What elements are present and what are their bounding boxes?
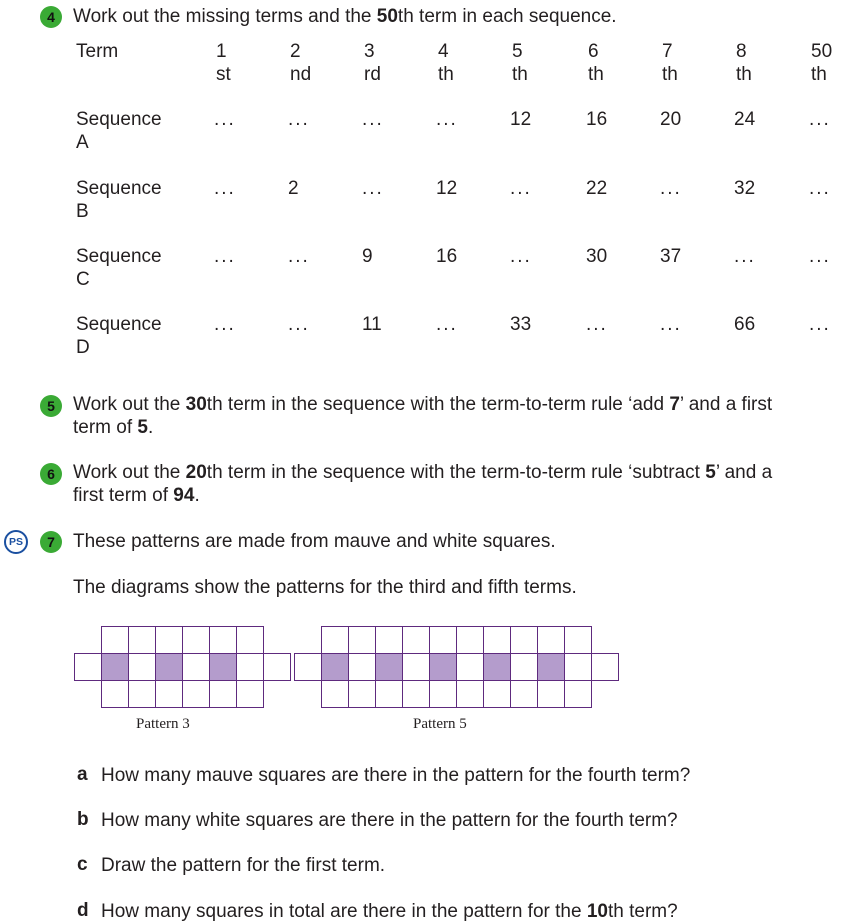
white-square [183, 627, 210, 654]
question-5-text [73, 393, 772, 439]
part-c-label: c [77, 854, 88, 875]
missing-term: ... [809, 109, 831, 130]
term-header-number: 8 [736, 41, 747, 62]
white-square [183, 654, 210, 681]
q6-l1-a: Work out the [73, 462, 186, 483]
sequence-name: Sequence [76, 178, 162, 199]
sequence-name: Sequence [76, 246, 162, 267]
question-6-text [73, 461, 772, 507]
white-square [129, 681, 156, 708]
ps-label: PS [8, 536, 23, 548]
missing-term: ... [660, 314, 682, 335]
term-header-suffix: th [662, 64, 678, 85]
white-square [102, 681, 129, 708]
pattern-3-caption: Pattern 3 [136, 716, 190, 732]
q5-l1-a: Work out the [73, 394, 186, 415]
term-header-label: Term [76, 41, 119, 62]
sequence-term: 22 [586, 178, 608, 199]
white-square [565, 654, 592, 681]
question-4-badge [40, 6, 62, 28]
term-header-suffix: st [216, 64, 231, 85]
sequence-term: 16 [436, 246, 458, 267]
missing-term: ... [214, 246, 236, 267]
white-square [484, 681, 511, 708]
white-square [403, 627, 430, 654]
question-number: 4 [47, 9, 55, 25]
sequence-letter: C [76, 269, 90, 290]
sequence-name: Sequence [76, 109, 162, 130]
mauve-square [322, 654, 349, 681]
missing-term: ... [510, 178, 532, 199]
white-square [565, 681, 592, 708]
q4-text-a: Work out the missing terms and the [73, 6, 377, 27]
mauve-square [538, 654, 565, 681]
pattern-3-diagram [74, 626, 269, 711]
missing-term: ... [362, 178, 384, 199]
white-square [237, 627, 264, 654]
white-square [322, 627, 349, 654]
q5-l1-e: ’ and a first [679, 394, 773, 415]
q5-l2-b: 5 [137, 417, 148, 438]
sequence-letter: A [76, 132, 89, 153]
white-square [376, 627, 403, 654]
sequence-term: 16 [586, 109, 608, 130]
q4-text-c: th term in each sequence. [397, 6, 617, 27]
sequence-letter: D [76, 337, 90, 358]
white-square [376, 681, 403, 708]
white-square [511, 681, 538, 708]
part-d-text-b: 10 [586, 901, 608, 922]
mauve-square [102, 654, 129, 681]
white-square [210, 681, 237, 708]
sequence-term: 12 [436, 178, 458, 199]
part-d-text-a: How many squares in total are there in the pattern for the [101, 901, 587, 922]
term-header-suffix: th [811, 64, 827, 85]
missing-term: ... [362, 109, 384, 130]
q6-l1-e: ’ and a [715, 462, 773, 483]
sequence-term: 11 [362, 314, 382, 335]
question-7-intro: These patterns are made from mauve and white squares. [73, 531, 556, 552]
missing-term: ... [660, 178, 682, 199]
mauve-square [210, 654, 237, 681]
missing-term: ... [809, 246, 831, 267]
question-6-badge [40, 463, 62, 485]
white-square [484, 627, 511, 654]
term-header-number: 4 [438, 41, 449, 62]
q6-l1-d: 5 [705, 462, 716, 483]
missing-term: ... [809, 314, 831, 335]
sequence-term: 2 [288, 178, 299, 199]
white-square [430, 681, 457, 708]
question-number: 7 [47, 534, 55, 550]
missing-term: ... [734, 246, 756, 267]
q6-line-2 [73, 484, 772, 507]
mauve-square [156, 654, 183, 681]
sequence-term: 33 [510, 314, 532, 335]
question-4-text [73, 5, 617, 28]
white-square [538, 627, 565, 654]
white-square [592, 654, 619, 681]
term-header-number: 50 [811, 41, 833, 62]
question-5-badge [40, 395, 62, 417]
white-square [349, 681, 376, 708]
white-square [129, 654, 156, 681]
question-7-diagram-description: The diagrams show the patterns for the third and fifth terms. [73, 577, 577, 598]
q5-l2-a: term of [73, 417, 138, 438]
q5-l1-c: th term in the sequence with the term-to-term rule ‘add [206, 394, 670, 415]
term-header-suffix: th [438, 64, 454, 85]
white-square [264, 654, 291, 681]
problem-solving-badge [4, 530, 28, 554]
part-b-label: b [77, 809, 89, 830]
part-c-text: Draw the pattern for the first term. [101, 855, 386, 876]
missing-term: ... [586, 314, 608, 335]
mauve-square [484, 654, 511, 681]
part-d-text-c: th term? [607, 901, 678, 922]
white-square [511, 654, 538, 681]
pattern-5-caption: Pattern 5 [413, 716, 467, 732]
white-square [457, 681, 484, 708]
white-square [183, 681, 210, 708]
white-square [156, 681, 183, 708]
white-square [349, 627, 376, 654]
q6-line-1 [73, 461, 772, 484]
white-square [210, 627, 237, 654]
q5-l1-d: 7 [669, 394, 680, 415]
white-square [156, 627, 183, 654]
white-square [129, 627, 156, 654]
missing-term: ... [288, 246, 310, 267]
pattern-5-diagram [294, 626, 599, 711]
white-square [457, 654, 484, 681]
sequence-letter: B [76, 201, 89, 222]
sequence-term: 20 [660, 109, 682, 130]
missing-term: ... [809, 178, 831, 199]
q5-l1-b: 30 [185, 394, 207, 415]
mauve-square [430, 654, 457, 681]
sequence-term: 24 [734, 109, 756, 130]
sequence-name: Sequence [76, 314, 162, 335]
sequence-term: 37 [660, 246, 682, 267]
q5-line-2 [73, 416, 772, 439]
missing-term: ... [214, 314, 236, 335]
term-header-suffix: rd [364, 64, 381, 85]
white-square [403, 681, 430, 708]
missing-term: ... [214, 109, 236, 130]
part-b-text: How many white squares are there in the pattern for the fourth term? [101, 810, 678, 831]
white-square [237, 681, 264, 708]
term-header-suffix: th [736, 64, 752, 85]
white-square [565, 627, 592, 654]
q6-l1-b: 20 [185, 462, 207, 483]
term-header-number: 5 [512, 41, 523, 62]
white-square [295, 654, 322, 681]
white-square [102, 627, 129, 654]
white-square [538, 681, 565, 708]
term-header-suffix: nd [290, 64, 312, 85]
term-header-number: 2 [290, 41, 301, 62]
part-d-label: d [77, 900, 89, 921]
q4-text-b: 50 [376, 6, 398, 27]
white-square [75, 654, 102, 681]
term-header-number: 3 [364, 41, 375, 62]
white-square [511, 627, 538, 654]
sequence-term: 12 [510, 109, 532, 130]
question-number: 5 [47, 398, 55, 414]
term-header-number: 7 [662, 41, 673, 62]
missing-term: ... [436, 314, 458, 335]
white-square [322, 681, 349, 708]
white-square [430, 627, 457, 654]
part-a-label: a [77, 764, 88, 785]
q5-l2-c: . [147, 417, 154, 438]
term-header-suffix: th [512, 64, 528, 85]
sequence-term: 30 [586, 246, 608, 267]
sequence-term: 32 [734, 178, 756, 199]
part-a-text: How many mauve squares are there in the pattern for the fourth term? [101, 765, 691, 786]
white-square [457, 627, 484, 654]
term-header-number: 1 [216, 41, 227, 62]
missing-term: ... [510, 246, 532, 267]
missing-term: ... [288, 314, 310, 335]
q6-l2-c: . [194, 485, 200, 506]
white-square [349, 654, 376, 681]
q6-l2-a: first term of [73, 485, 174, 506]
term-header-number: 6 [588, 41, 599, 62]
q6-l2-b: 94 [173, 485, 195, 506]
question-7-badge [40, 531, 62, 553]
white-square [403, 654, 430, 681]
part-d-text [101, 900, 678, 923]
q5-line-1 [73, 393, 772, 416]
missing-term: ... [214, 178, 236, 199]
sequence-term: 66 [734, 314, 756, 335]
sequence-term: 9 [362, 246, 373, 267]
white-square [237, 654, 264, 681]
missing-term: ... [288, 109, 310, 130]
q6-l1-c: th term in the sequence with the term-to-term rule ‘subtract [206, 462, 706, 483]
term-header-suffix: th [588, 64, 604, 85]
missing-term: ... [436, 109, 458, 130]
mauve-square [376, 654, 403, 681]
question-number: 6 [47, 466, 55, 482]
